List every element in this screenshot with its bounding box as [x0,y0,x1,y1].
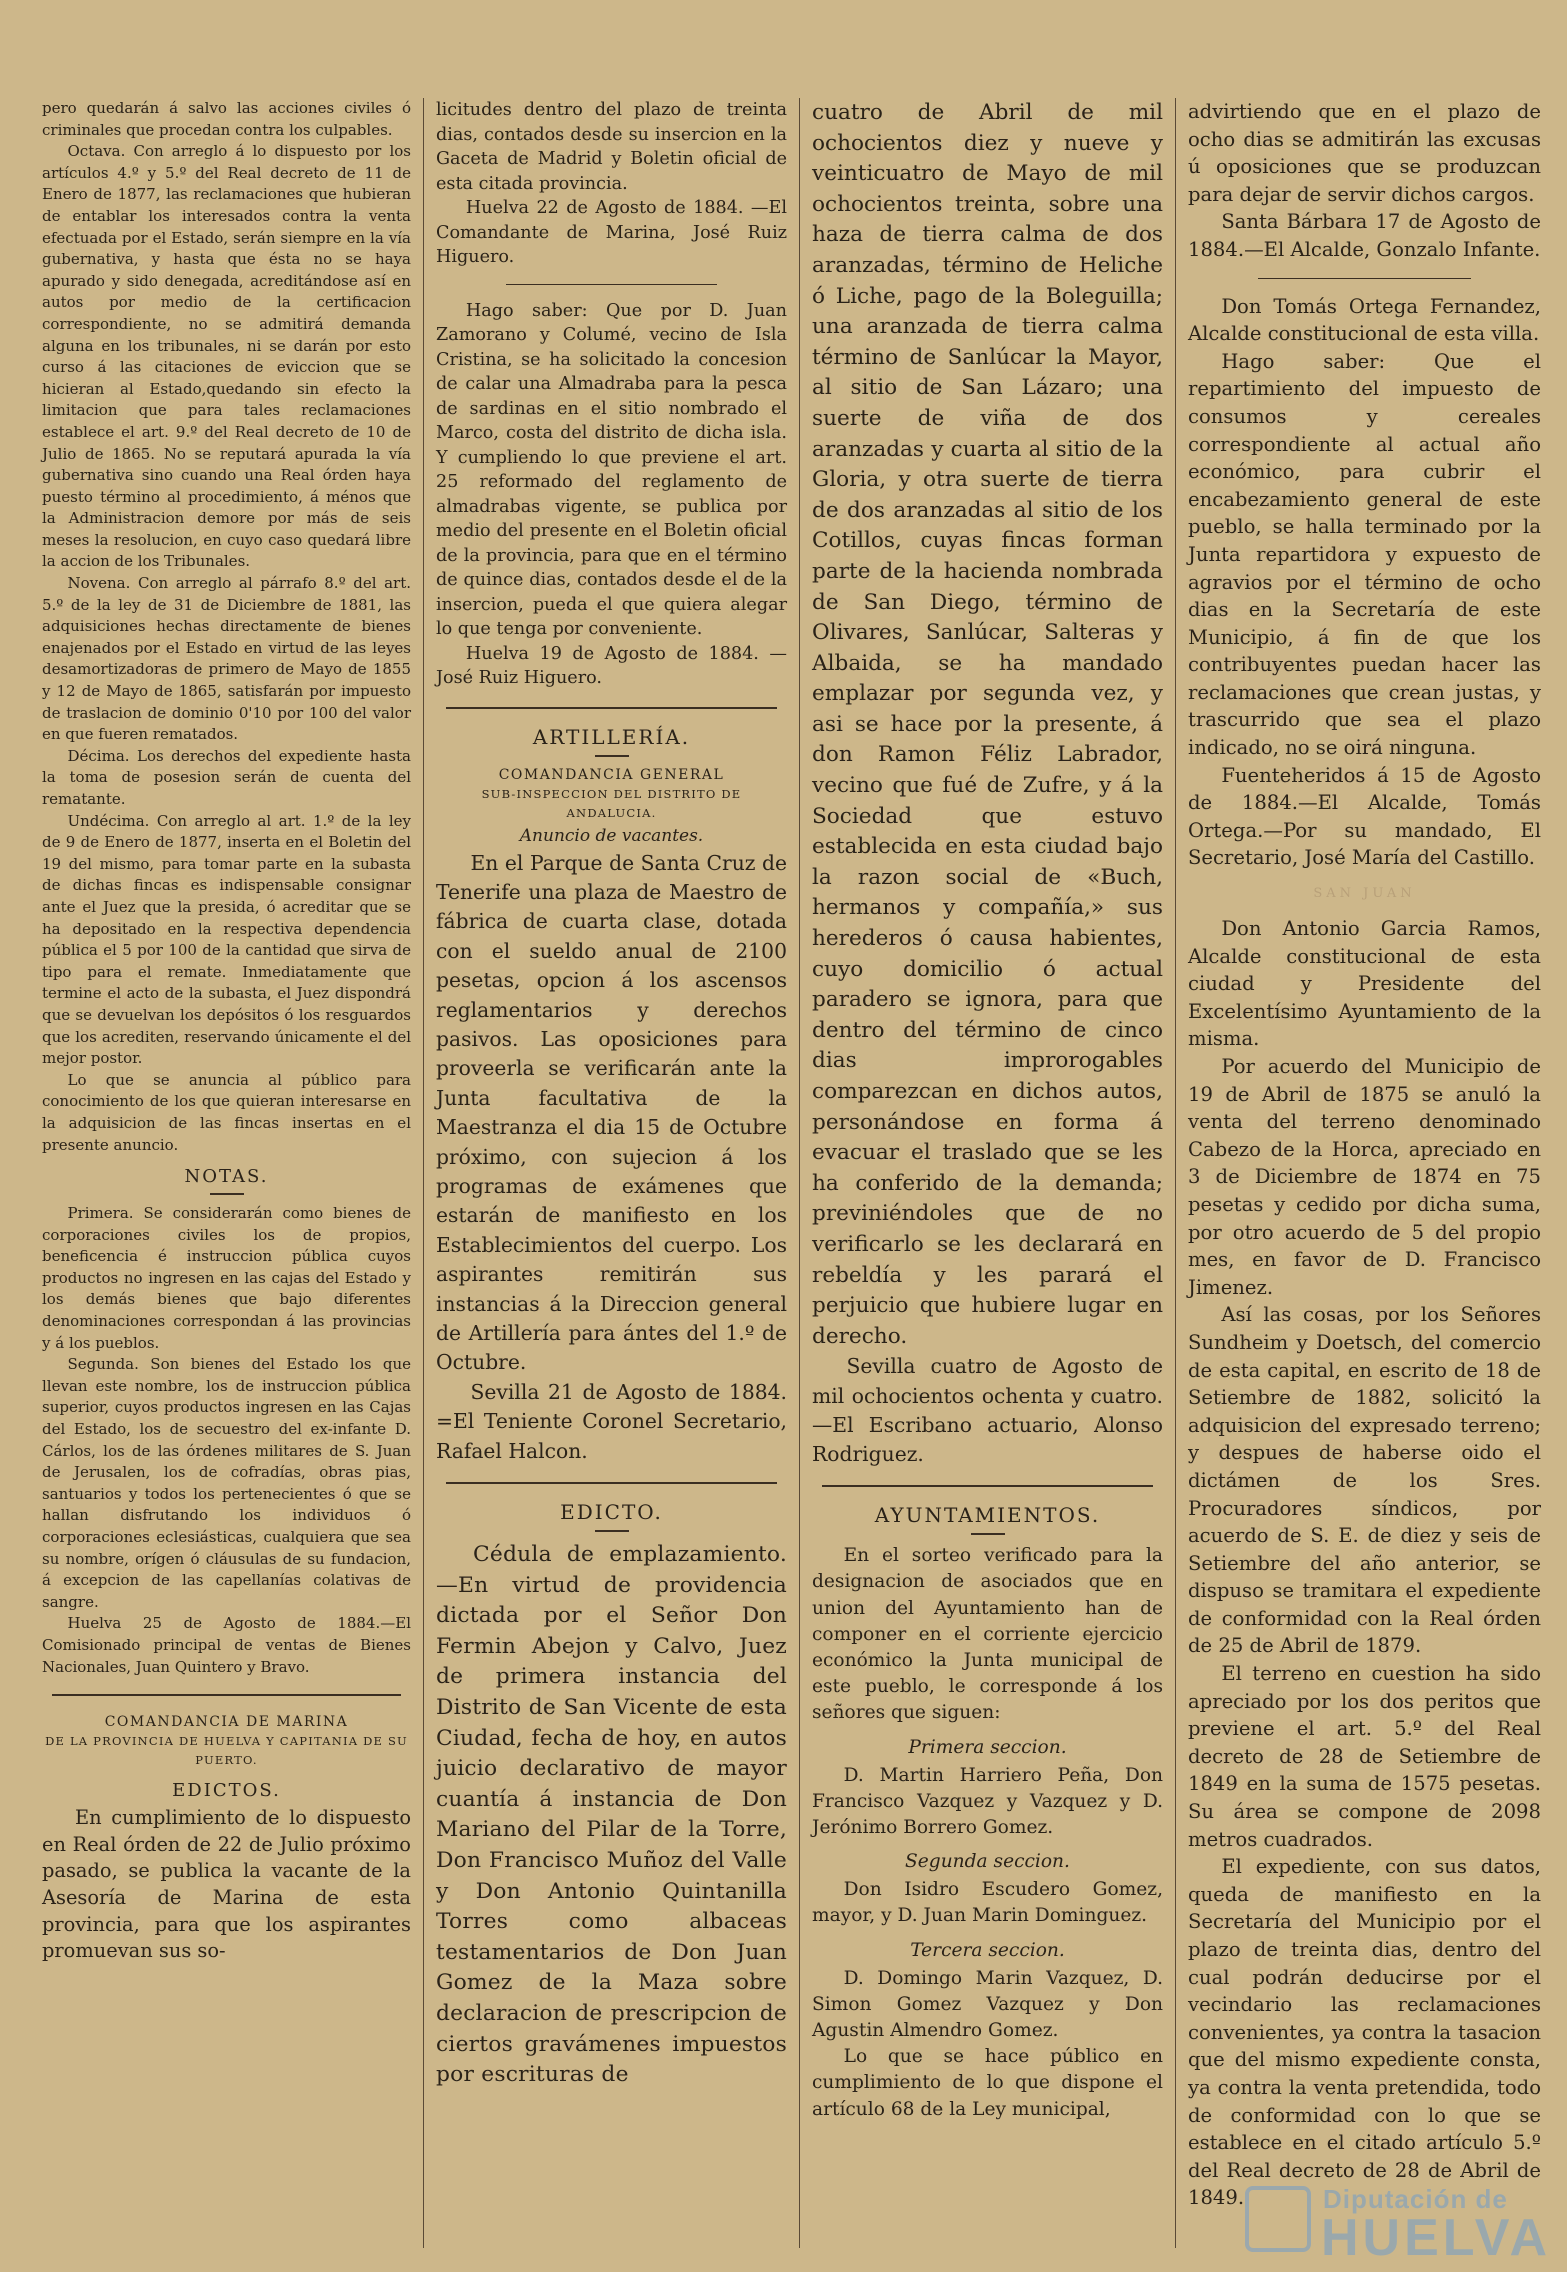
signature: Huelva 19 de Agosto de 1884. —José Ruiz Higuero. [436,643,787,688]
paragraph: Así las cosas, por los Señores Sundheim y Doetsch, del comercio de esta capital, en escrito de 18 de Setiembre de 1882, solicitó la adquisicion del expresado terreno; y despues de haberse oido el dictámen de los Sres. Procuradores síndicos, por acuerdo de S. E. de diez y seis de Setiembre del año anterior, se dispuso se tramitara el expediente de conformidad con la Real órden de 25 de Abril de 1879. [1188,1303,1541,1658]
signature: Sevilla cuatro de Agosto de mil ochocientos ochenta y cuatro.—El Escribano actuario, Alonso Rodriguez. [812,1354,1163,1466]
paragraph: Novena. Con arreglo al párrafo 8.º del art. 5.º de la ley de 31 de Diciembre de 1881, las adquisiciones hechas directamente de bienes enajenados por el Estado en virtud de las leyes desamortizadoras de primero de Mayo de 1855 y 12 de Mayo de 1865, satisfarán por impuesto de traslacion de dominio 0'10 por 100 del valor en que fueren rematados. [42,574,411,744]
paragraph: Hago saber: Que el repartimiento del impuesto de consumos y cereales correspondiente al actual año económico, para cubrir el encabezamiento general de este pueblo, se halla terminado por la Junta repartidora y expuesto de agravios por el término de ocho dias en la Secretaría de este Municipio, á fin de que los contribuyentes puedan hacer las reclamaciones que crean justas, y trascurrido que sea el plazo indicado, no se oirá ninguna. [1188,349,1541,760]
section-divider [446,1482,777,1484]
column-2 [423,98,799,2248]
short-rule [210,1193,244,1195]
section-subheading: COMANDANCIA GENERAL [498,766,725,783]
faded-heading: SAN JUAN [1313,886,1416,902]
paragraph: Octava. Con arreglo á lo dispuesto por los artículos 4.º y 5.º del Real decreto de 11 de Enero de 1877, las reclamaciones que hubieran de entablar los interesados contra la venta efectuada por el Estado, serán siempre en la vía gubernativa, y hasta que ésta no se haya apurado y sido denegada, acreditándose así en autos por medio de la certificacion correspondiente, no se admitirá demanda alguna en los tribunales, ni se darán por esto curso á las citaciones de eviccion que se hicieran al Estado,quedando sin efecto la limitacion que para tales reclamaciones establece el art. 9.º del Real decreto de 10 de Julio de 1865. No se reputará apurada la vía gubernativa sino cuando una Real órden haya puesto término al procedimiento, á ménos que la Administracion demore por más de seis meses la resolucion, en cuyo caso quedará libre la accion de los Tribunales. [42,142,411,571]
paragraph: Don Antonio Garcia Ramos, Alcalde constitucional de esta ciudad y Presidente del Excelentísimo Ayuntamiento de la misma. [1188,917,1541,1051]
paragraph: Hago saber: Que por D. Juan Zamorano y Columé, vecino de Isla Cristina, se ha solicitado la concesion de calar una Almadraba para la pesca de sardinas en el sitio nombrado el Marco, costa del distrito de dicha isla. Y cumpliendo lo que previene el art. 25 reformado del reglamento de almadrabas vigente, se publica por medio del presente en el Boletin oficial de la provincia, para que en el término de quince dias, contados desde el de la insercion, pueda el que quiera alegar lo que tenga por conveniente. [436,300,787,639]
signature: Sevilla 21 de Agosto de 1884. =El Teniente Coronel Secretario, Rafael Halcon. [436,1379,787,1463]
paragraph: Cédula de emplazamiento. —En virtud de providencia dictada por el Señor Don Fermin Abejon y Calvo, Juez de primera instancia del Distrito de San Vicente de esta Ciudad, fecha de hoy, en autos juicio declarativo de mayor cuantía á instancia de Don Mariano del Pilar de la Torre, Don Francisco Muñoz del Valle y Don Antonio Quintanilla Torres como albaceas testamentarios de Don Juan Gomez de la Maza sobre declaracion de prescripcion de ciertos gravámenes impuestos por escrituras de [436,1542,787,2088]
paragraph: cuatro de Abril de mil ochocientos diez y nueve y veinticuatro de Mayo de mil ochocientos treinta, sobre una haza de tierra calma de dos aranzadas, término de Heliche ó Liche, pago de la Boleguilla; una aranzada de tierra calma término de Sanlúcar la Mayor, al sitio de San Lázaro; una suerte de viña de dos aranzadas y cuarta al sitio de la Gloria, y otra suerte de tierra de dos aranzadas al sitio de los Cotillos, cuyas fincas forman parte de la hacienda nombrada de San Diego, término de Olivares, Sanlúcar, Salteras y Albaida, se ha mandado emplazar por segunda vez, y asi se hace por la presente, á don Ramon Féliz Labrador, vecino que fué de Zufre, y á la Sociedad que estuvo establecida en esta ciudad bajo la razon social de «Buch, hermanos y compañía,» sus herederos ó causa habientes, cuyo domicilio ó actual paradero se ignora, para que dentro del término de cinco dias improrogables comparezcan en dichos autos, personándose en forma á evacuar el traslado que se les ha conferido de la demanda; previniéndoles que de no verificarlo se les declarará en rebeldía y les parará el perjuicio que hubiere lugar en derecho. [812,100,1163,1349]
paragraph: D. Martin Harriero Peña, Don Francisco Vazquez y Vazquez y D. Jerónimo Borrero Gomez. [812,1764,1163,1838]
section-divider [446,707,777,709]
notice-title: Anuncio de vacantes. [519,825,704,846]
section-heading-comandancia: COMANDANCIA DE MARINA [104,1714,349,1731]
signature: Huelva 22 de Agosto de 1884. —El Comandante de Marina, José Ruiz Higuero. [436,198,787,267]
paragraph: pero quedarán á salvo las acciones civiles ó criminales que procedan contra los culpables. [42,99,411,139]
section-subheading: DE LA PROVINCIA DE HUELVA Y CAPITANIA DE SU PUERTO. [45,1734,408,1768]
paragraph: En cumplimiento de lo dispuesto en Real órden de 22 de Julio próximo pasado, se publica la vacante de la Asesoría de Marina de esta provincia, para que los aspirantes promuevan sus so- [42,1806,411,1963]
signature: Santa Bárbara 17 de Agosto de 1884.—El Alcalde, Gonzalo Infante. [1188,210,1541,261]
subsection-title: Segunda seccion. [905,1851,1070,1873]
section-divider [52,1694,401,1696]
paragraph: Décima. Los derechos del expediente hasta la toma de posesion serán de cuenta del rematante. [42,746,411,808]
section-heading-notas: NOTAS. [184,1166,269,1188]
column-3 [799,98,1175,2248]
archive-logo-icon [1245,2186,1311,2252]
signature: Huelva 25 de Agosto de 1884.—El Comisionado principal de ventas de Bienes Nacionales, Juan Quintero y Bravo. [42,1614,411,1676]
paragraph: Lo que se anuncia al público para conocimiento de los que quieran interesarse en la adquisicion de las fincas insertas en el presente anuncio. [42,1070,411,1154]
subsection-title: Tercera seccion. [910,1939,1065,1961]
paragraph: Don Tomás Ortega Fernandez, Alcalde constitucional de esta villa. [1188,294,1541,346]
short-rule [595,755,629,757]
paragraph: advirtiendo que en el plazo de ocho dias se admitirán las excusas ú oposiciones que se produzcan para dejar de servir dichos cargos. [1188,100,1541,206]
paragraph: licitudes dentro del plazo de treinta dias, contados desde su insercion en la Gaceta de Madrid y Boletin oficial de esta citada provincia. [436,100,787,194]
paragraph: El expediente, con sus datos, queda de manifiesto en la Secretaría del Municipio por el plazo de treinta dias, dentro del cual podrán deducirse por el vecindario las reclamaciones convenientes, ya contra la tasacion que del mismo expediente consta, ya contra la venta pretendida, todo de conformidad con lo que se establece en el citado artículo 5.º del Real decreto de 28 de Abril de 1849. [1188,1855,1541,2210]
paragraph: Lo que se hace público en cumplimiento de lo que dispone el artículo 68 de la Ley municipal, [812,2046,1163,2120]
short-rule [595,1530,629,1532]
subsection-title: Primera seccion. [908,1736,1067,1758]
section-divider [506,284,717,285]
archive-watermark [1245,2180,1555,2266]
paragraph: Por acuerdo del Municipio de 19 de Abril de 1875 se anuló la venta del terreno denominado Cabezo de la Horca, apreciado en 3 de Diciembre de 1874 en 75 pesetas y cedido por dicha suma, por otro acuerdo de 5 del propio mes, en favor de D. Francisco Jimenez. [1188,1055,1541,1299]
paragraph: El terreno en cuestion ha sido apreciado por los dos peritos que previene el art. 5.º del Real decreto de 28 de Setiembre de 1849 en la suma de 1575 pesetas. Su área se compone de 2098 metros cuadrados. [1188,1662,1541,1851]
section-divider [1258,278,1471,279]
section-heading-ayuntamientos: AYUNTAMIENTOS. [874,1503,1101,1528]
section-subheading: SUB-INSPECCION DEL DISTRITO DE ANDALUCIA. [481,786,742,820]
paragraph: En el Parque de Santa Cruz de Tenerife una plaza de Maestro de fábrica de cuarta clase, dotada con el sueldo anual de 2100 pesetas, opcion á los ascensos reglamentarios y derechos pasivos. Las oposiciones para proveerla se verificarán ante la Junta facultativa de la Maestranza el dia 15 de Octubre próximo, con sujecion á los programas de exámenes que estarán de manifiesto en los Establecimientos del cuerpo. Los aspirantes remitirán sus instancias á la Direccion general de Artillería para ántes del 1.º de Octubre. [436,850,787,1375]
paragraph: Undécima. Con arreglo al art. 1.º de la ley de 9 de Enero de 1877, inserta en el Boletin del 19 del mismo, para tomar parte en la subasta de dichas fincas es indispensable consignar ante el Juez que la presida, ó acreditar que se ha depositado en la respectiva dependencia pública el 5 por 100 de la cantidad que sirva de tipo para el remate. Inmediatamente que termine el acto de la subasta, el Juez dispondrá que se devuelvan los depósitos ó los resguardos que los acrediten, reservando únicamente el del mejor postor. [42,811,411,1068]
section-heading-artilleria: ARTILLERÍA. [532,724,691,749]
paragraph: En el sorteo verificado para la designacion de asociados que en union del Ayuntamiento han de componer en el corriente ejercicio económico la Junta municipal de este pueblo, le corresponde á los señores que siguen: [812,1545,1163,1724]
short-rule [971,1533,1005,1535]
column-4 [1175,98,1553,2248]
column-1 [30,98,423,2248]
paragraph: Primera. Se considerarán como bienes de corporaciones civiles los de propios, beneficencia é instruccion pública cuyos productos no ingresen en las cajas del Estado y los demás bienes que bajo diferentes denominaciones correspondan á las provincias y á los pueblos. [42,1204,411,1352]
paragraph: Don Isidro Escudero Gomez, mayor, y D. Juan Marin Dominguez. [812,1879,1163,1927]
signature: Fuenteheridos á 15 de Agosto de 1884.—El Alcalde, Tomás Ortega.—Por su mandado, El Secretario, José María del Castillo. [1188,763,1541,870]
section-heading-edictos: EDICTOS. [172,1780,281,1802]
paragraph: Segunda. Son bienes del Estado los que llevan este nombre, los de instruccion pública superior, cuyos productos ingresen en las Cajas del Estado, los de secuestro del ex-infante D. Cárlos, los de las órdenes militares de S. Juan de Jerusalen, los de cofradías, obras pias, santuarios y todos los pertenecientes ó que se hallan disfrutando los individuos ó corporaciones eclesiásticas, cualquiera que sea su nombre, orígen ó cláusulas de su fundacion, á excepcion de las capellanías colativas de sangre. [42,1355,411,1611]
watermark-line-1: Diputación de [1323,2184,1508,2214]
section-heading-edicto: EDICTO. [560,1500,663,1525]
paragraph: D. Domingo Marin Vazquez, D. Simon Gomez Vazquez y Don Agustin Almendro Gomez. [812,1967,1163,2041]
watermark-line-2: HUELVA [1321,2209,1552,2267]
section-divider [822,1485,1153,1487]
